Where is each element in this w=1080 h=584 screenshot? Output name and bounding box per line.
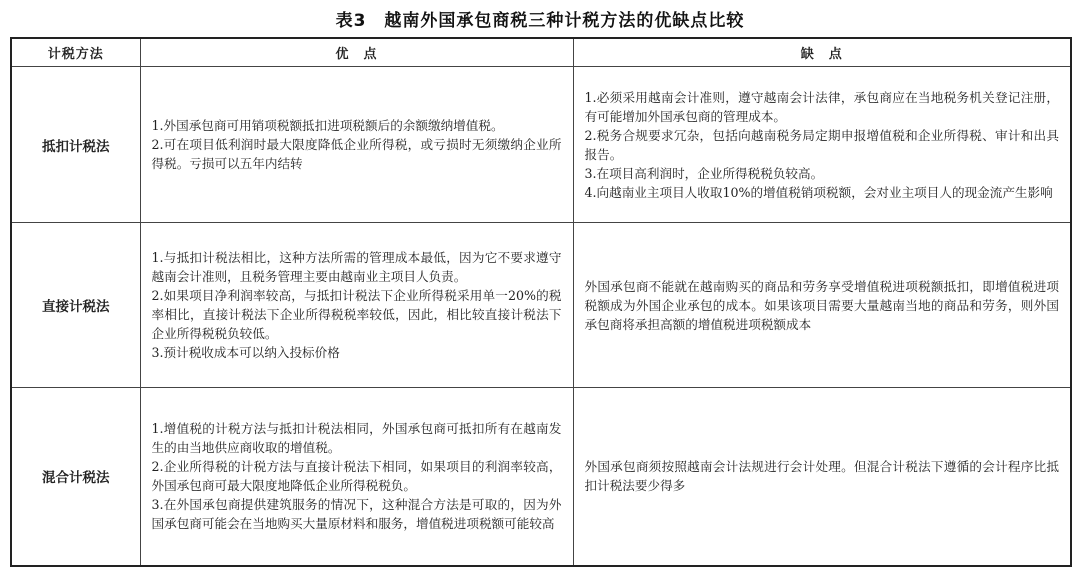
column-header-pros: 优 点 <box>140 38 573 67</box>
pros-cell <box>140 388 573 566</box>
table-row-hybrid-method <box>11 388 1071 566</box>
pros-cell <box>140 223 573 388</box>
pros-cell <box>140 67 573 223</box>
comparison-table <box>10 37 1072 567</box>
pros-item: 2.如果项目净利润率较高，与抵扣计税法下企业所得税采用单一20%的税率相比，直接计税法下企业所得税税率较低，因此，相比较直接计税法下企业所得税税负较低。 <box>151 288 562 341</box>
cons-cell <box>573 388 1071 566</box>
table-header-row <box>11 38 1071 67</box>
pros-item: 2.企业所得税的计税方法与直接计税法下相同，如果项目的利润率较高，外国承包商可最大限度地降低企业所得税税负。 <box>151 459 562 494</box>
method-cell: 混合计税法 <box>11 388 140 566</box>
cons-cell <box>573 223 1071 388</box>
table-row-direct-method <box>11 223 1071 388</box>
column-header-cons: 缺 点 <box>573 38 1071 67</box>
cons-item: 外国承包商须按照越南会计法规进行会计处理。但混合计税法下遵循的会计程序比抵扣计税法要少得多 <box>584 459 1059 494</box>
table-caption: 表3 越南外国承包商税三种计税方法的优缺点比较 <box>335 11 745 31</box>
pros-item: 3.在外国承包商提供建筑服务的情况下，这种混合方法是可取的，因为外国承包商可能会在当地购买大量原材料和服务，增值税进项税额可能较高 <box>151 497 562 532</box>
table-row-deduction-method <box>11 67 1071 223</box>
cons-item: 4.向越南业主项目人收取10%的增值税销项税额，会对业主项目人的现金流产生影响 <box>584 184 1053 200</box>
pros-item: 1.与抵扣计税法相比，这种方法所需的管理成本最低，因为它不要求遵守越南会计准则，且税务管理主要由越南业主项目人负责。 <box>151 250 562 284</box>
pros-item: 3.预计税收成本可以纳入投标价格 <box>151 345 340 360</box>
cons-item: 1.必须采用越南会计准则，遵守越南会计法律，承包商应在当地税务机关登记注册，有可能增加外国承包商的管理成本。 <box>584 89 1059 124</box>
method-cell: 直接计税法 <box>11 223 140 388</box>
cons-cell <box>573 67 1071 223</box>
method-cell: 抵扣计税法 <box>11 67 140 223</box>
column-header-method: 计税方法 <box>11 38 140 67</box>
pros-item: 1.外国承包商可用销项税额抵扣进项税额后的余额缴纳增值税。 <box>151 118 504 133</box>
pros-item: 1.增值税的计税方法与抵扣计税法相同，外国承包商可抵扣所有在越南发生的由当地供应商收取的增值税。 <box>151 421 562 456</box>
cons-item: 外国承包商不能就在越南购买的商品和劳务享受增值税进项税额抵扣，即增值税进项税额成为外国企业承包的成本。如果该项目需要大量越南当地的商品和劳务，则外国承包商将承担高额的增值税进项税额成本 <box>584 278 1059 332</box>
pros-item: 2.可在项目低利润时最大限度降低企业所得税，或亏损时无须缴纳企业所得税。亏损可以五年内结转 <box>151 137 562 171</box>
cons-item: 3.在项目高利润时，企业所得税税负较高。 <box>584 165 824 181</box>
cons-item: 2.税务合规要求冗杂，包括向越南税务局定期申报增值税和企业所得税、审计和出具报告。 <box>584 127 1059 162</box>
